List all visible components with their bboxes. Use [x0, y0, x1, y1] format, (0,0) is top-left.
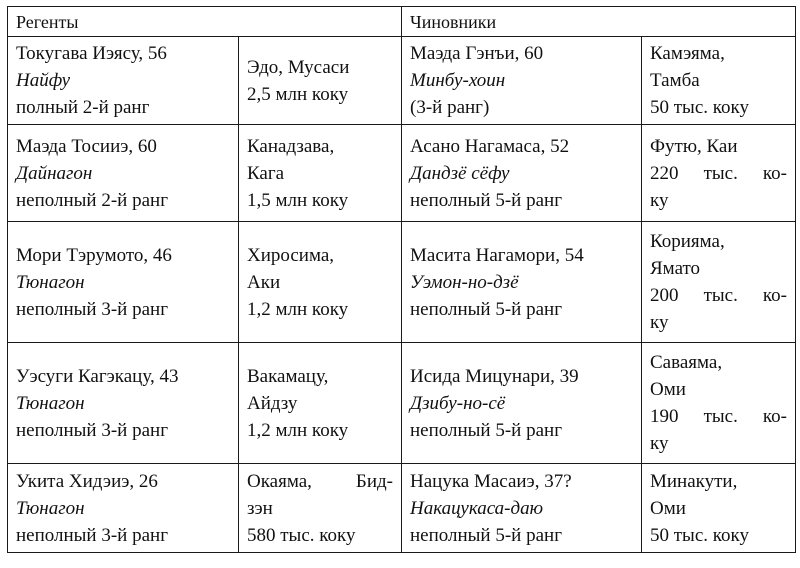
official-title: Дзибу-но-сё: [410, 392, 506, 414]
domain-line: Аки: [247, 271, 281, 293]
official-cell: [402, 125, 642, 222]
official-domain-cell: [642, 343, 796, 464]
regent-name: Мори Тэрумото, 46: [16, 244, 172, 266]
domain-line: Окаяма, Бид-: [247, 470, 393, 492]
domain-line: зэн: [247, 497, 273, 519]
table-row: [8, 343, 796, 464]
regent-cell: [8, 125, 239, 222]
regent-domain-cell: [239, 125, 402, 222]
domain-line: Хиросима,: [247, 244, 335, 266]
regent-title: Тюнагон: [16, 497, 85, 519]
domain-line: 50 тыс. коку: [650, 524, 749, 546]
domain-line: 200 тыс. ко-: [650, 285, 788, 306]
domain-line: Канадзава,: [247, 135, 335, 157]
regent-title: Найфу: [16, 70, 71, 91]
domain-line: Тамба: [650, 70, 700, 91]
domain-line: 1,2 млн коку: [247, 298, 349, 320]
regent-rank: неполный 3-й ранг: [16, 298, 168, 320]
regent-rank: полный 2-й ранг: [16, 97, 150, 118]
official-title: Дандзё сёфу: [410, 162, 510, 184]
official-cell: [402, 37, 642, 125]
regent-rank: неполный 3-й ранг: [16, 419, 168, 441]
regent-cell: [8, 222, 239, 343]
header-regents: Регенты: [8, 7, 402, 37]
table-row: [8, 222, 796, 343]
official-title: Уэмон-но-дзё: [410, 271, 519, 293]
official-name: Нацука Масаиэ, 37?: [410, 470, 572, 492]
official-rank: неполный 5-й ранг: [410, 298, 562, 320]
official-name: Исида Мицунари, 39: [410, 365, 579, 387]
domain-line: Камэяма,: [650, 43, 725, 64]
official-rank: неполный 5-й ранг: [410, 189, 562, 211]
official-title: Минбу-хоин: [410, 70, 506, 91]
official-rank: (3-й ранг): [410, 97, 490, 118]
official-cell: [402, 464, 642, 553]
official-cell: [402, 343, 642, 464]
regent-domain-cell: [239, 222, 402, 343]
regent-cell: [8, 343, 239, 464]
official-name: Асано Нагамаса, 52: [410, 135, 570, 157]
domain-line: 580 тыс. коку: [247, 524, 356, 546]
domain-line: ку: [650, 312, 669, 333]
domain-line: Саваяма,: [650, 352, 723, 373]
regent-domain-cell: [239, 37, 402, 125]
regent-name: Уэсуги Кагэкацу, 43: [16, 365, 179, 387]
regent-name: Маэда Тосииэ, 60: [16, 135, 157, 157]
regent-title: Тюнагон: [16, 392, 85, 414]
domain-line: 190 тыс. ко-: [650, 406, 788, 427]
table-row: [8, 37, 796, 125]
official-rank: неполный 5-й ранг: [410, 419, 562, 441]
regent-name: Укита Хидэиэ, 26: [16, 470, 158, 492]
table-row: [8, 125, 796, 222]
regent-cell: [8, 464, 239, 553]
domain-line: Ямато: [650, 258, 701, 279]
domain-line: Кага: [247, 162, 285, 184]
header-officials: Чиновники: [402, 7, 796, 37]
regent-rank: неполный 2-й ранг: [16, 189, 168, 211]
domain-line: 1,2 млн коку: [247, 419, 349, 441]
domain-line: ку: [650, 189, 669, 211]
official-domain-cell: [642, 125, 796, 222]
official-name: Маэда Гэнъи, 60: [410, 43, 544, 64]
regent-domain-cell: [239, 343, 402, 464]
regent-domain-cell: [239, 464, 402, 553]
domain-line: Вакамацу,: [247, 365, 329, 387]
regent-cell: [8, 37, 239, 125]
domain-line: 220 тыс. ко-: [650, 162, 788, 184]
table-header-row: [8, 7, 796, 37]
domain-line: Оми: [650, 497, 686, 519]
domain-line: 1,5 млн коку: [247, 189, 349, 211]
domain-line: ку: [650, 433, 669, 454]
domain-line: Оми: [650, 379, 686, 400]
official-domain-cell: [642, 37, 796, 125]
official-name: Масита Нагамори, 54: [410, 244, 584, 266]
regent-title: Тюнагон: [16, 271, 85, 293]
domain-line: Корияма,: [650, 231, 725, 252]
official-title: Накацукаса-даю: [410, 497, 544, 519]
domain-line: 2,5 млн коку: [247, 83, 349, 105]
domain-line: 50 тыс. коку: [650, 97, 749, 118]
domain-line: Эдо, Мусаси: [247, 56, 350, 78]
regents-officials-table: [7, 6, 796, 553]
official-rank: неполный 5-й ранг: [410, 524, 562, 546]
table-row: [8, 464, 796, 553]
regent-rank: неполный 3-й ранг: [16, 524, 168, 546]
official-cell: [402, 222, 642, 343]
regent-name: Токугава Иэясу, 56: [16, 43, 167, 64]
regent-title: Дайнагон: [16, 162, 93, 184]
official-domain-cell: [642, 222, 796, 343]
domain-line: Минакути,: [650, 470, 738, 492]
domain-line: Футю, Каи: [650, 135, 738, 157]
official-domain-cell: [642, 464, 796, 553]
domain-line: Айдзу: [247, 392, 298, 414]
